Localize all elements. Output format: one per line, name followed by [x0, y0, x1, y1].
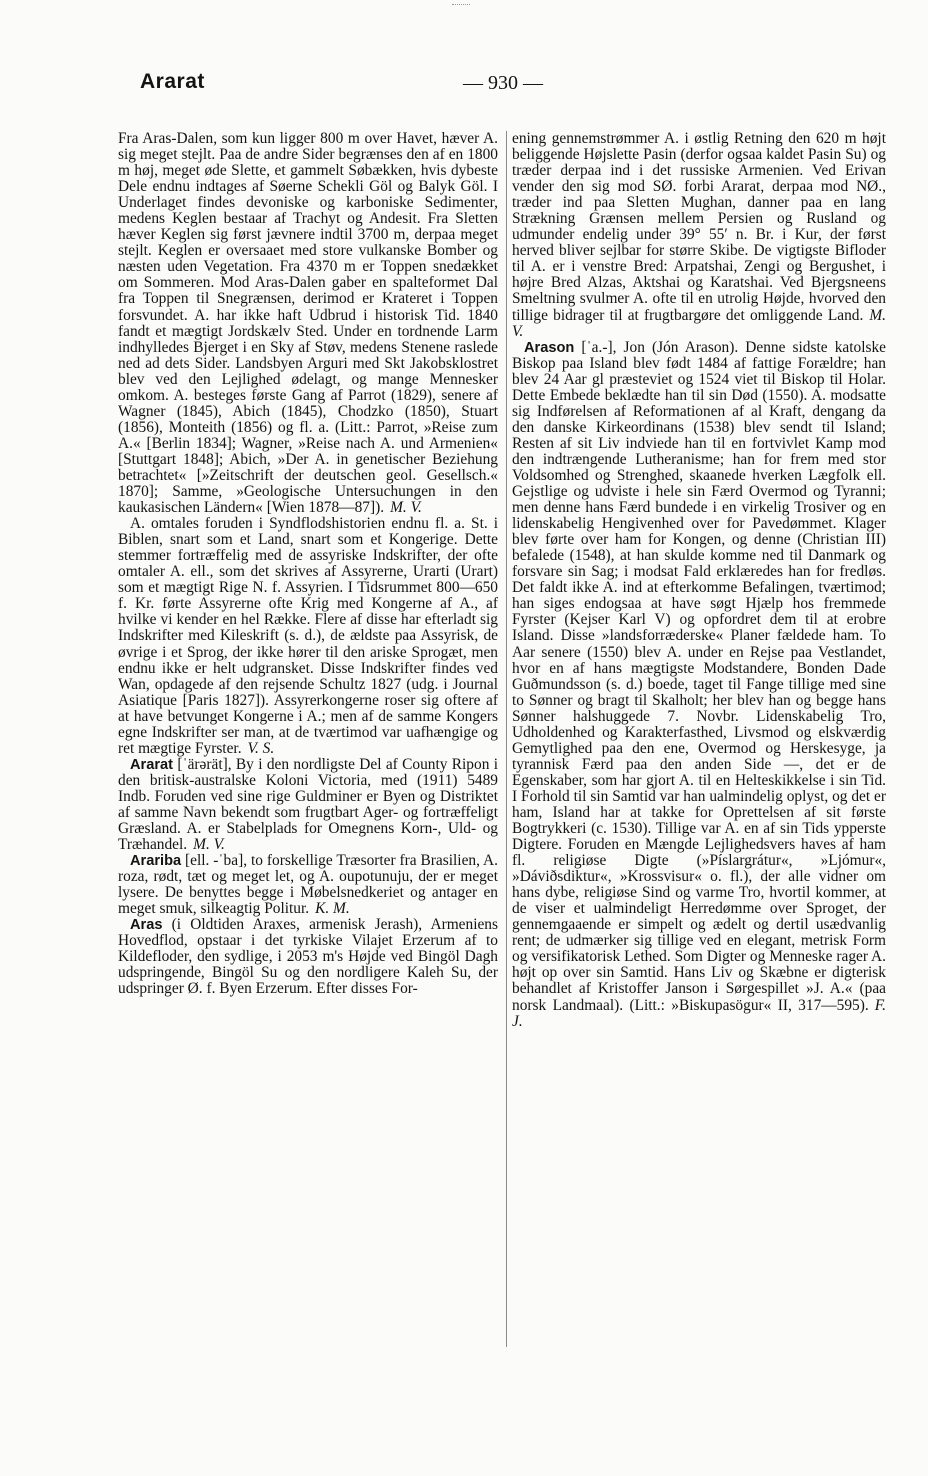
author-signature: M. V.	[193, 836, 225, 854]
top-edge-mark	[452, 4, 470, 11]
entry-arariba	[118, 853, 498, 917]
headword: Arason	[524, 339, 575, 356]
author-signature: V. S.	[247, 739, 275, 757]
column-divider	[506, 131, 507, 1347]
page-header	[0, 70, 928, 100]
paragraph	[118, 131, 498, 516]
paragraph	[512, 131, 886, 340]
right-column	[512, 131, 886, 1030]
paragraph-text: Fra Aras-Dalen, som kun ligger 800 m over Havet, hæver A. sig meget stejlt. Paa de andre Sider begrænses den af en 1800 m høj, meget øde Slette, et gammelt Søbækken, hvis dybeste Dele endnu indtages af Søerne Schekli Göl og Balyk Göl. I Underlaget findes devoniske og karboniske Sedimenter, medens Keglen bestaar af Trachyt og Andesit. Fra Sletten hæver Keglen sig først jævnere indtil 3700 m, derpaa meget stejlt. Keglen er oversaaet med store vulkanske Bomber og næsten uden Vegetation. Fra 4370 m er Toppen snedækket om Sommeren. Mod Aras-Dalen gaber en spalteformet Dal fra Toppen til Snegrænsen, derimod er Krateret i Toppen forsvundet. A. har ikke haft Udbrud i historisk Tid. 1840 fandt et mægtigt Jordskælv Sted. Under en tordnende Larm indhylledes Bjerget i en Sky af Støv, medens Stenene raslede ned ad dets Sider. Landsbyen Arguri med Skt Jakobsklostret blev ved den Lejlighed ødelagt, og mange Mennesker omkom. A. besteges første Gang af Parrot (1829), senere af Wagner (1845), Abich (1845), Chodzko (1850), Stuart (1856), Monteith (1856) og fl. a. (Litt.: Parrot, »Reise zum A.« [Berlin 1834]; Wagner, »Reise nach A. und Armenien« [Stuttgart 1848]; Abich, »Der A. in genetischer Beziehung betrachtet« [»Zeitschrift der deutschen geol. Gesellsch.« 1870]; Samme, »Geologische Untersuchungen in den kaukasischen Ländern« [Wien 1878—87]).	[118, 130, 498, 517]
paragraph	[118, 516, 498, 757]
paragraph-text: A. omtales foruden i Syndflodshistorien endnu fl. a. St. i Biblen, snart som et Land, snart som et Kongerige. Dette stemmer fortræffelig med de assyriske Indskrifter, der ofte omtaler A. ell., som det skrives af Assyrerne, Urarti (Urart) som et mægtigt Rige N. f. Assyrien. I Tidsrummet 800—650 f. Kr. førte Assyrerne ofte Krig med Kongerne af A., af hvilke vi kender en hel Række. Flere af disse har efterladt sig Indskrifter med Kileskrift (s. d.), de ældste paa Assyrisk, de øvrige i et Sprog, der ikke hører til den ariske Sprogæt, men endnu ikke er helt udgransket. Disse Indskrifter findes ved Wan, opdagede af den rejsende Schultz 1827 (udg. i Journal Asiatique [Paris 1827]). Assyrerkongerne roser sig oftere af at have betvunget Kongerne i A.; men af de samme Kongers egne Indskrifter ser man, at de tværtimod var uafhængige og ret mægtige Fyrster.	[118, 515, 498, 757]
left-column	[118, 131, 498, 998]
entry-aras	[118, 917, 498, 997]
entry-text: [ˈa.-], Jon (Jón Arason). Denne sidste katolske Biskop paa Island blev født 1484 af fattige Forældre; han blev 24 Aar gl præsteviet og 1524 viet til Biskop til Holar. Dette Embede beklædte han til sin Død (1550). A. modsatte sig Indførelsen af Reformationen af al Kraft, dengang da den danske Kirkeordinans (1538) blev sendt til Island; Resten af sit Liv indviede han til en fortvivlet Kamp mod den indtrængende Lutheranisme; han for frem med stor Voldsomhed og Strenghed, skaanede hverken Lægfolk ell. Gejstlige og udviste i hele sin Færd Overmod og Tyranni; men denne hans Færd bundede i en virkelig Trosiver og en lidenskabelig Hengivenhed over for Pavedømmet. Klager blev førte over ham for Kongen, og denne (Christian III) befalede (1548), at han skulde komme ned til Danmark og forsvare sin Sag; i modsat Fald erklæredes han for fredløs. Det faldt ikke A. ind at efterkomme Befalingen, tværtimod; han siges endogsaa at have søgt Hjælp hos fremmede Fyrster (Kejser Karl V) og opfordret dem til at erobre Island. Disse »landsforræderske« Planer fældede ham. To Aar senere (1550) blev A. under en Rejse paa Vestlandet, hvor en af hans mægtigste Modstandere, Bonden Dade Guðmundsson (s. d.) boede, taget til Fange tillige med sine to Sønner og bragt til Skalholt; her blev han og begge hans Sønner halshuggede 7. Novbr. Lidenskabelig Tro, Udholdenhed og Karakterfasthed, Livsmod og elskværdig Gemytlighed paa den ene, Overmod og Herskesyge, ja tyrannisk Færd paa den anden Side —, det er de Egenskaber, som har gjort A. til en Helteskikkelse i sin Tid. I Forhold til sin Samtid var han ualmindelig oplyst, og det er ham, Island har at takke for Oprettelsen af sit første Bogtrykkeri (c. 1530). Tillige var A. en af sin Tids ypperste Digtere. Foruden en Mængde Lejlighedsvers haves af ham fl. religiøse Digte (»Píslargrátur«, »Ljómur«, »Dáviðsdiktur«, »Krossvisur« o. fl.), der alle vidner om hans dybe, religiøse Sind og varme Tro, hvortil kommer, at de viser et ualmindeligt Herredømme over Sproget, der gennemgaaende er simpelt og ædelt og dertil usædvanlig rent; de udmærker sig tillige ved en elegant, metrisk Form og versifikatorisk Lethed. Som Digter og Menneske rager A. højt op over sin Samtid. Hans Liv og Skæbne er digterisk behandlet af Kristoffer Janson i Sørgespillet »J. A.« (paa norsk Landmaal). (Litt.: »Biskupasögur« II, 317—595).	[512, 338, 886, 1014]
author-signature: K. M.	[315, 900, 350, 918]
entry-text: (i Oldtiden Araxes, armenisk Jerash), Armeniens Hovedflod, opstaar i det tyrkiske Vilajet Erzerum af to Kildefloder, den sydlige, i 2053 m's Højde ved Bingöl Dagh udspringende, Bingöl Su og den nordligere Kaleh Su, der udspringer Ø. f. Byen Erzerum. Efter disses For-	[118, 916, 498, 998]
page-number: — 930 —	[463, 72, 543, 94]
entry-text: [ˈärərät], By i den nordligste Del af County Ripon i den britisk-australske Koloni Victoria, med (1911) 5489 Indb. Foruden ved sine rige Guldminer er Byen og Distriktet af samme Navn bekendt som frugtbart Ager- og fortræffeligt Græsland. A. er Stabelplads for Omegnens Korn-, Uld- og Træhandel.	[118, 755, 498, 854]
author-signature: M. V.	[512, 306, 886, 340]
author-signature: M. V.	[390, 499, 422, 517]
entry-text: [ell. -ˈba], to forskellige Træsorter fra Brasilien, A. roza, rødt, tæt og meget let, og A. oupotunuju, der er meget lysere. De benyttes begge i Møbelsnedkeriet og antager en meget smuk, silkeagtig Politur.	[118, 852, 498, 918]
entry-ararat-victoria	[118, 757, 498, 853]
author-signature: F. J.	[512, 996, 886, 1030]
headword: Ararat	[130, 756, 173, 773]
headword: Arariba	[130, 853, 182, 870]
entry-arason	[512, 340, 886, 1030]
paragraph-text: ening gennemstrømmer A. i østlig Retning den 620 m højt beliggende Højslette Pasin (derfor ogsaa kaldet Pasin Su) og træder derpaa ind i det russiske Armenien. Ved Erivan vender den sig mod SØ. forbi Ararat, derpaa mod NØ., træder ind paa Sletten Mughan, danner paa en lang Strækning Grænsen mellem Persien og Rusland og udmunder endelig under 39° 55′ n. Br. i Kur, der først herved bliver sejlbar for større Skibe. De vigtigste Bifloder til A. er i venstre Bred: Arpatshai, Zengi og Bergushet, i højre Bred Alzas, Aktshai og Karatshai. Ved Bjergsneens Smeltning svulmer A. ofte til en utrolig Højde, hvorved den tillige bidrager til at frugtbargøre det omliggende Land.	[512, 130, 886, 324]
running-title: Ararat	[140, 70, 205, 93]
headword: Aras	[130, 917, 163, 934]
